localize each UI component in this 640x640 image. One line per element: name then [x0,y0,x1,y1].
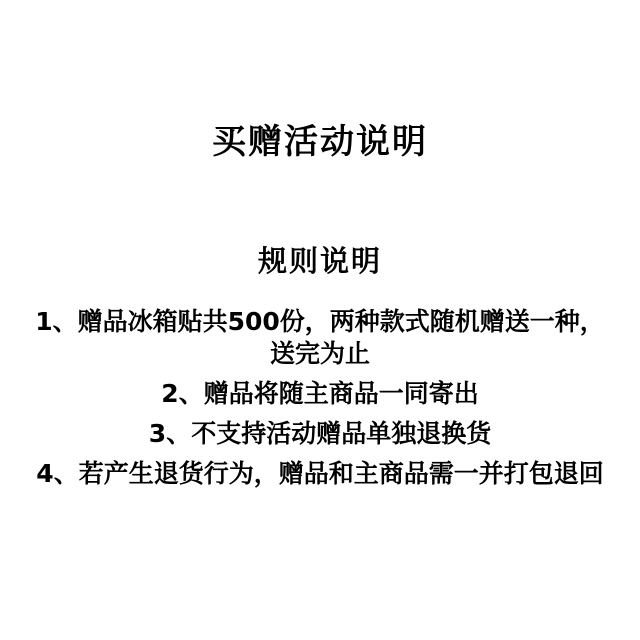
rule-line: 2、赠品将随主商品一同寄出 [161,378,479,408]
rule-item [5,378,635,410]
rule-item [5,306,635,370]
rule-line: 3、不支持活动赠品单独退换货 [148,418,492,448]
rule-item [5,418,635,450]
rule-line: 4、若产生退货行为，赠品和主商品需一并打包退回 [36,458,604,488]
rules-list [0,306,640,498]
rule-line: 1、赠品冰箱贴共500份，两种款式随机赠送一种， [35,306,605,336]
rule-line: 送完为止 [269,338,370,368]
rule-item [5,458,635,490]
page-title: 买赠活动说明 [212,122,428,162]
section-heading: 规则说明 [257,243,382,278]
